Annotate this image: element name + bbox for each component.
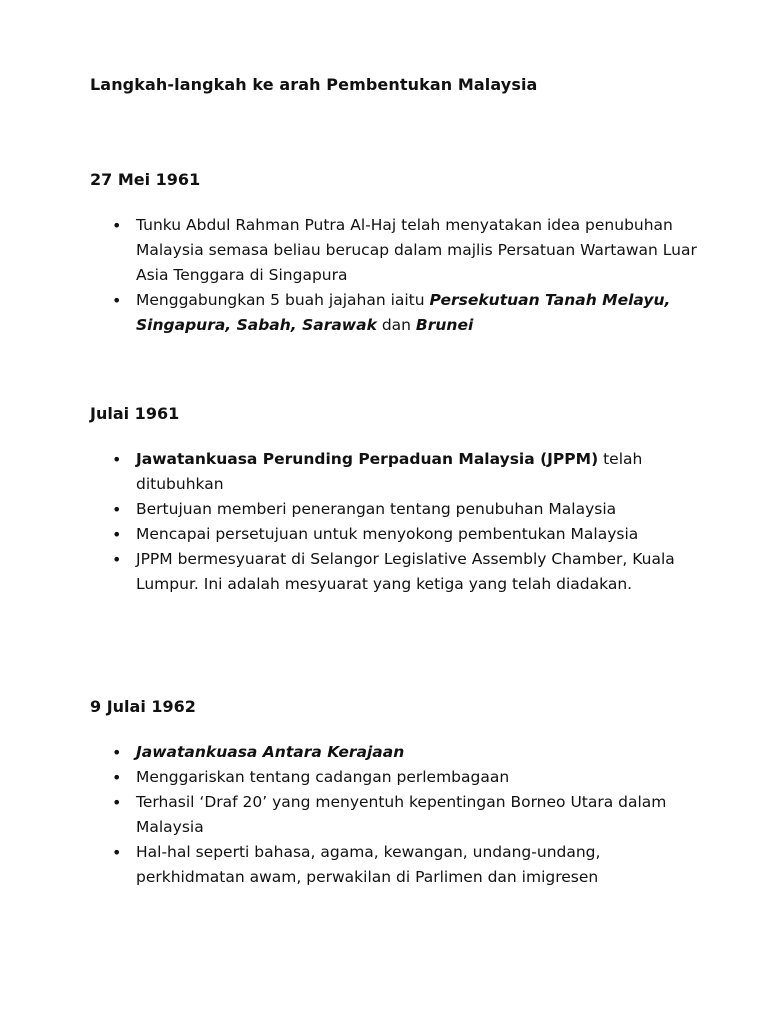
document-title: Langkah-langkah ke arah Pembentukan Malaysia [90, 75, 538, 94]
list-item: • Menggabungkan 5 buah jajahan iaitu Persekutuan Tanah Melayu, Singapura, Sabah, Sarawak dan Brunei [90, 288, 710, 338]
list-item: • Jawatankuasa Perunding Perpaduan Malaysia (JPPM) telah ditubuhkan [90, 447, 710, 497]
list-item: • Menggariskan tentang cadangan perlembagaan [90, 765, 710, 790]
list-item: • Terhasil ‘Draf 20’ yang menyentuh kepentingan Borneo Utara dalam Malaysia [90, 790, 710, 840]
section-heading: Julai 1961 [90, 404, 180, 423]
bullet-list [90, 447, 710, 597]
emphasis-text: Jawatankuasa Perunding Perpaduan Malaysia (JPPM) [136, 450, 599, 468]
bullet-list [90, 213, 710, 338]
section-heading: 9 Julai 1962 [90, 697, 196, 716]
emphasis-text: Persekutuan Tanah Melayu, Singapura, Sabah, Sarawak [136, 291, 671, 334]
bullet-list [90, 740, 710, 890]
section-julai-1961 [90, 403, 710, 597]
list-item: • JPPM bermesyuarat di Selangor Legislative Assembly Chamber, Kuala Lumpur. Ini adalah mesyuarat yang ketiga yang telah diadakan. [90, 547, 710, 597]
list-item: • Tunku Abdul Rahman Putra Al-Haj telah menyatakan idea penubuhan Malaysia semasa beliau berucap dalam majlis Persatuan Wartawan Luar Asia Tenggara di Singapura [90, 213, 710, 288]
section-27-mei-1961 [90, 169, 710, 338]
section-9-julai-1962 [90, 696, 710, 890]
emphasis-text: Jawatankuasa Antara Kerajaan [136, 743, 405, 761]
emphasis-text: Brunei [415, 316, 474, 334]
list-item: • Bertujuan memberi penerangan tentang penubuhan Malaysia [90, 497, 710, 522]
list-item: • Mencapai persetujuan untuk menyokong pembentukan Malaysia [90, 522, 710, 547]
section-heading: 27 Mei 1961 [90, 170, 201, 189]
list-item: • Hal-hal seperti bahasa, agama, kewangan, undang-undang, perkhidmatan awam, perwakilan di Parlimen dan imigresen [90, 840, 710, 890]
list-item [90, 740, 710, 765]
